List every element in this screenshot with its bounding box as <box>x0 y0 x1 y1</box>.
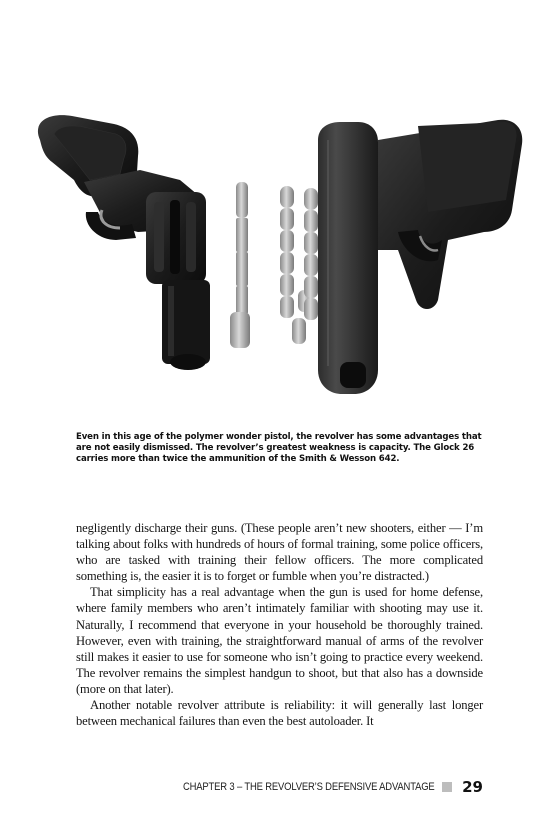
running-head: CHAPTER 3 – THE REVOLVER’S DEFENSIVE ADVANTAGE <box>182 781 435 793</box>
revolver-and-glock-illustration <box>28 100 528 405</box>
paragraph: negligently discharge their guns. (These people aren’t new shooters, either — I’m talking about folks with hundreds of hours of formal training, some police officers, who are tasked with training their fellow officers. The more complicated something is, the easier it is to forget or fumble when you’re distracted.) <box>76 521 483 584</box>
paragraph: Another notable revolver attribute is reliability: it will generally last longer between mechanical failures than even the best autoloader. It <box>76 698 483 729</box>
revolver-cartridges <box>230 182 250 348</box>
glock-pistol <box>318 120 522 394</box>
figure-photo <box>28 100 528 405</box>
body-text <box>76 520 483 729</box>
footer-marker-icon <box>442 782 452 792</box>
pistol-cartridges <box>280 186 318 344</box>
figure-caption: Even in this age of the polymer wonder pistol, the revolver has some advantages that are not easily dismissed. The revolver’s greatest weakness is capacity. The Glock 26 carries more than twice the ammunition of the Smith & Wesson 642. <box>76 432 482 465</box>
revolver <box>38 115 210 370</box>
page-footer <box>76 777 483 797</box>
page-number: 29 <box>462 778 483 796</box>
paragraph: That simplicity has a real advantage when the gun is used for home defense, where family members who aren’t intimately familiar with shooting may use it. Naturally, I recommend that everyone in your household be thoroughly trained. However, even with training, the straightforward manual of arms of the revolver still makes it easier to use for someone who isn’t going to practice every weekend. The revolver remains the simplest handgun to shoot, but that also has a downside (more on that later). <box>76 585 483 696</box>
